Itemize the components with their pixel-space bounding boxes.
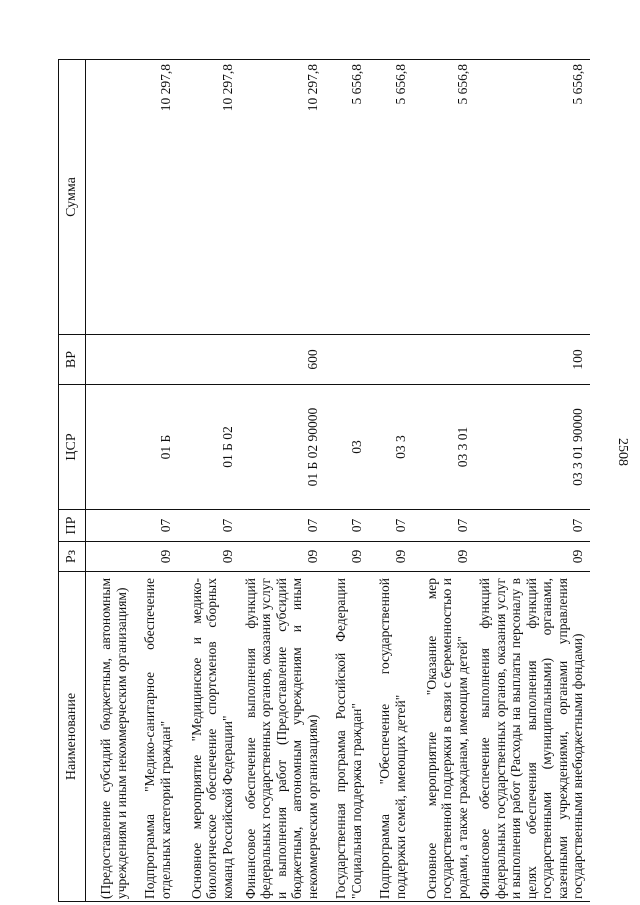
row-vr	[412, 335, 474, 385]
row-name: Основное мероприятие "Медицинское и медико-биологическое обеспечение спортсменов сборных команд Российской Федерации"	[178, 572, 240, 902]
row-name: (Предоставление субсидий бюджетным, автономным учреждениям и иным некоммерческим организациям)	[86, 572, 134, 902]
table-body	[86, 60, 590, 902]
row-csr: 01 Б	[134, 385, 178, 510]
row-name: Подпрограмма "Медико-санитарное обеспечение отдельных категорий граждан"	[134, 572, 178, 902]
table-row	[134, 60, 178, 902]
row-sum: 10 297,8	[178, 60, 240, 335]
row-rz: 09	[178, 542, 240, 572]
row-pr: 07	[240, 510, 325, 542]
row-pr: 07	[324, 510, 368, 542]
header-rz: Рз	[59, 542, 86, 572]
header-pr: ПР	[59, 510, 86, 542]
budget-table-rotated	[58, 60, 608, 902]
row-csr: 03 3 01 90000	[474, 385, 590, 510]
row-rz: 09	[412, 542, 474, 572]
header-sum: Сумма	[59, 60, 86, 335]
row-vr	[368, 335, 412, 385]
row-rz: 09	[134, 542, 178, 572]
row-csr: 03 3	[368, 385, 412, 510]
row-vr: 600	[240, 335, 325, 385]
row-sum: 5 656,8	[368, 60, 412, 335]
table-row	[240, 60, 325, 902]
row-vr: 100	[474, 335, 590, 385]
row-vr	[324, 335, 368, 385]
table-row	[474, 60, 590, 902]
row-sum: 5 656,8	[324, 60, 368, 335]
row-csr: 03	[324, 385, 368, 510]
row-pr: 07	[178, 510, 240, 542]
page-number: 2508	[615, 438, 630, 466]
row-rz: 09	[368, 542, 412, 572]
row-name: Государственная программа Российской Федерации "Социальная поддержка граждан"	[324, 572, 368, 902]
row-rz: 09	[474, 542, 590, 572]
row-vr	[86, 335, 134, 385]
row-name: Подпрограмма "Обеспечение государственной поддержки семей, имеющих детей"	[368, 572, 412, 902]
budget-table	[58, 59, 590, 902]
table-row	[86, 60, 134, 902]
row-csr	[86, 385, 134, 510]
row-csr: 03 3 01	[412, 385, 474, 510]
table-row	[368, 60, 412, 902]
header-csr: ЦСР	[59, 385, 86, 510]
row-vr	[134, 335, 178, 385]
row-sum	[86, 60, 134, 335]
row-pr: 07	[368, 510, 412, 542]
table-row	[178, 60, 240, 902]
row-csr: 01 Б 02	[178, 385, 240, 510]
row-sum: 5 656,8	[412, 60, 474, 335]
row-rz: 09	[324, 542, 368, 572]
header-name: Наименование	[59, 572, 86, 902]
row-name: Основное мероприятие "Оказание мер государственной поддержки в связи с беременностью и родами, а также гражданам, имеющим детей"	[412, 572, 474, 902]
row-rz: 09	[240, 542, 325, 572]
row-csr: 01 Б 02 90000	[240, 385, 325, 510]
row-name: Финансовое обеспечение выполнения функций федеральных государственных органов, оказания услуг и выполнения работ (Предоставление субсидий бюджетным, автономным учреждениям и иным некоммерческим организациям)	[240, 572, 325, 902]
row-sum: 10 297,8	[134, 60, 178, 335]
header-vr: ВР	[59, 335, 86, 385]
row-pr: 07	[134, 510, 178, 542]
table-row	[324, 60, 368, 902]
row-pr: 07	[474, 510, 590, 542]
row-sum: 5 656,8	[474, 60, 590, 335]
row-pr	[86, 510, 134, 542]
row-name: Финансовое обеспечение выполнения функций федеральных государственных органов, оказания услуг и выполнения работ (Расходы на выплаты персоналу в целях обеспечения выполнения функций государственными (муниципальными) органами, казенными учреждениями, органами управления государственными внебюджетными фондами)	[474, 572, 590, 902]
table-header-row	[59, 60, 86, 902]
row-sum: 10 297,8	[240, 60, 325, 335]
row-pr: 07	[412, 510, 474, 542]
row-vr	[178, 335, 240, 385]
table-row	[412, 60, 474, 902]
row-rz	[86, 542, 134, 572]
